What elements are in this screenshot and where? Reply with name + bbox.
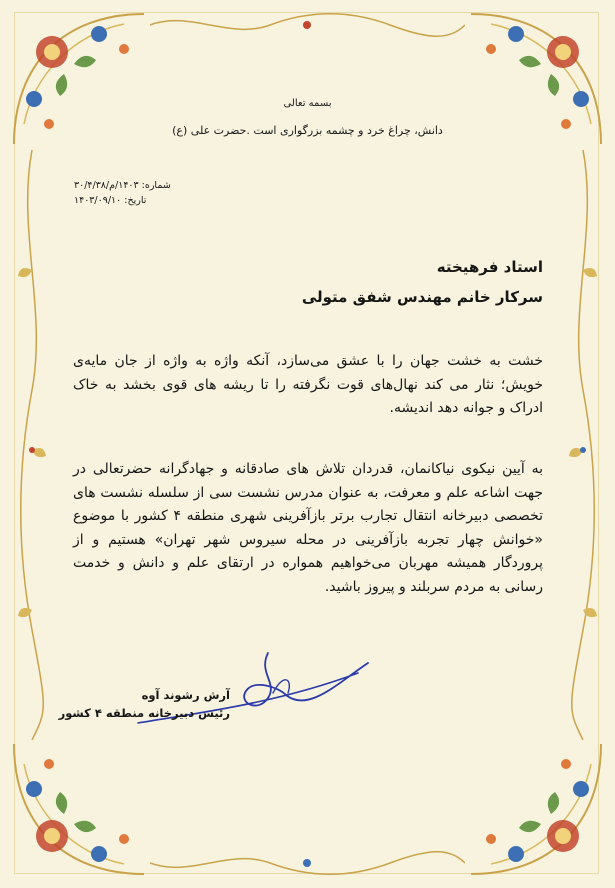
letter-date: تاریخ: ۱۴۰۳/۰۹/۱۰ [74, 195, 147, 206]
corner-ornament-bottom-right [461, 734, 611, 884]
left-border-ornament [12, 150, 52, 740]
corner-ornament-bottom-left [4, 734, 154, 884]
recipient-name: سرکار خانم مهندس شفق متولی [301, 288, 543, 306]
body-paragraph-2: به آیین نیکوی نیاکانمان، قدردان تلاش های صادقانه و جهادگرانه حضرتعالی در جهت اشاعه علم و معرفت، به عنوان مدرس نشست سی از سلسله نشست های تخصصی دبیرخانه انتقال تجارب برتر بازآفرینی شهری منطقه ۴ کشور با موضوع «خوانش چهار تجربه بازآفرینی در محله سیروس شهر تهران» هستیم و از پروردگار همیشه مهربان می‌خواهیم همواره در ارتقای علم و دانش و خدمت رسانی به مردم سربلند و پیروز باشید. [73, 461, 543, 595]
header-quote: دانش، چراغ خرد و چشمه بزرگواری است .حضرت علی (ع) [172, 124, 443, 137]
bottom-border-ornament [150, 848, 465, 878]
body-paragraph-1: خشت به خشت جهان را با عشق می‌سازد، آنکه واژه به واژه از جان مایه‌ی خویش؛ نثار می کند نهال‌های قوت نگرفته را تا ریشه های قوی بخشد به خاک ادراک و جوانه دهد اندیشه. [73, 353, 543, 416]
right-border-ornament [563, 150, 603, 740]
top-border-ornament [150, 10, 465, 40]
letter-number: شماره: ۱۴۰۳/م/۳۰/۴/۳۸ [74, 180, 171, 191]
recipient-salutation: استاد فرهیخته [436, 258, 543, 276]
signer-title: رئیس دبیرخانه منطقه ۴ کشور [58, 706, 230, 720]
signer-name: آرش رشوند آوه [141, 688, 230, 702]
letter-meta [74, 178, 234, 208]
basmala-heading: بسمه تعالی [283, 98, 332, 109]
